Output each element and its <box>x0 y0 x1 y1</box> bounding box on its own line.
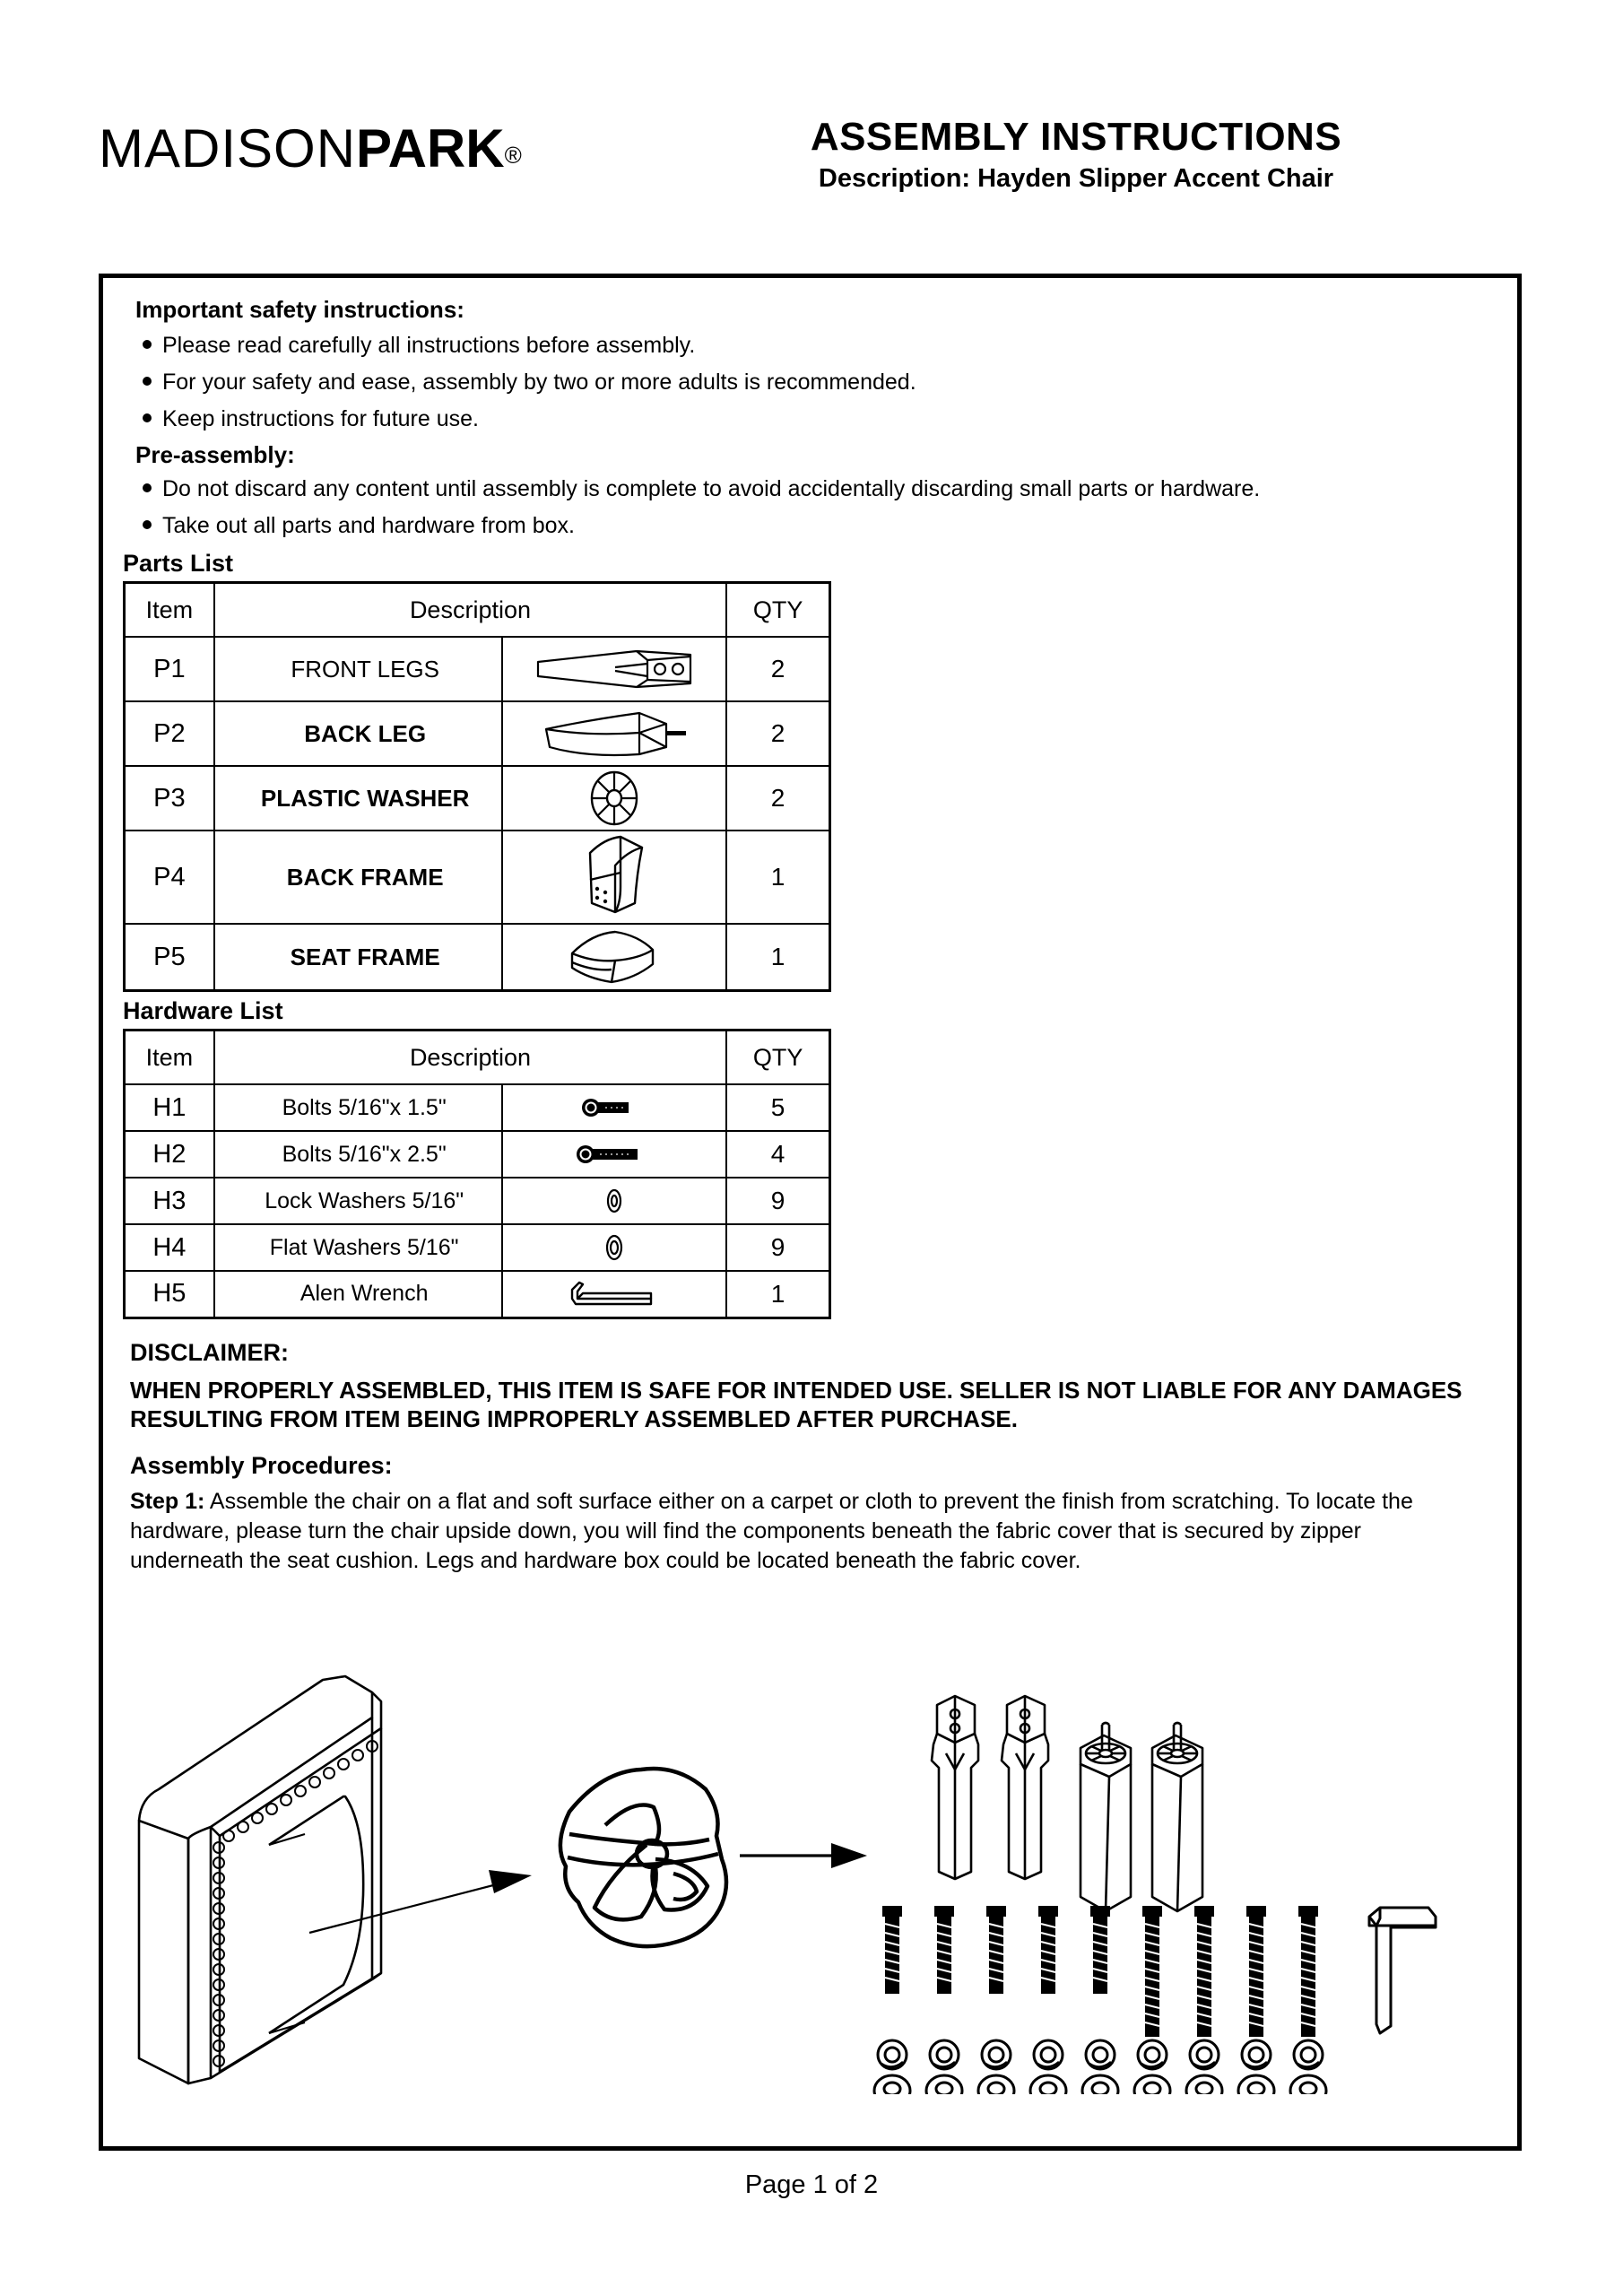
hardware-qty: 9 <box>726 1224 829 1271</box>
hardware-qty: 4 <box>726 1131 829 1178</box>
hardware-item-code: H5 <box>125 1271 214 1318</box>
title-block <box>681 115 1471 194</box>
leader-arrow-2 <box>740 1843 867 1868</box>
parts-col-qty: QTY <box>726 583 829 638</box>
back-frame-icon <box>502 831 727 924</box>
hardware-item-code: H1 <box>125 1084 214 1131</box>
disclaimer-body: WHEN PROPERLY ASSEMBLED, THIS ITEM IS SAFE FOR INTENDED USE. SELLER IS NOT LIABLE FOR ANY DAMAGES RESULTING FROM ITEM BEING IMPROPERLY ASSEMBLED AFTER PURCHASE. <box>130 1376 1462 1432</box>
short-bolt-diagram <box>882 1906 1110 1994</box>
hardware-description: Alen Wrench <box>214 1271 502 1318</box>
part-item-code: P1 <box>125 637 214 701</box>
flat-washer-icon <box>502 1224 727 1271</box>
bolts-group-diagram <box>882 1906 1318 2037</box>
part-item-code: P4 <box>125 831 214 924</box>
page-title: ASSEMBLY INSTRUCTIONS <box>810 115 1342 159</box>
hardware-col-description: Description <box>214 1031 726 1085</box>
long-bolt-diagram <box>1142 1906 1318 2037</box>
part-item-code: P3 <box>125 766 214 831</box>
safety-heading: Important safety instructions: <box>135 296 464 323</box>
step-1-illustration <box>103 1664 1517 2094</box>
table-header-row <box>125 583 830 638</box>
lock-washer-row <box>878 2040 1323 2069</box>
part-qty: 2 <box>726 637 829 701</box>
hardware-qty: 9 <box>726 1178 829 1224</box>
step-1-body: Assemble the chair on a flat and soft surface either on a carpet or cloth to prevent the finish from scratching. To locate the hardware, please turn the chair upside down, you will find the components beneath the fabric cover that is secured by zipper underneath the seat cushion. Legs and hardware box could be located beneath the fabric cover. <box>130 1488 1413 1573</box>
part-qty: 1 <box>726 831 829 924</box>
part-qty: 2 <box>726 701 829 766</box>
hardware-item-code: H3 <box>125 1178 214 1224</box>
front-leg-diagram <box>1002 1696 1048 1879</box>
hardware-item-code: H4 <box>125 1224 214 1271</box>
parts-col-description: Description <box>214 583 726 638</box>
leader-arrow-1 <box>309 1870 532 1933</box>
table-row <box>125 1224 830 1271</box>
allen-wrench-icon <box>502 1271 727 1318</box>
preassembly-heading: Pre-assembly: <box>135 441 295 468</box>
hardware-qty: 5 <box>726 1084 829 1131</box>
content-frame <box>99 274 1522 2151</box>
flat-washer-row <box>874 2075 1326 2094</box>
front-leg-icon <box>502 637 727 701</box>
hardware-description: Bolts 5/16"x 1.5" <box>214 1084 502 1131</box>
part-description: PLASTIC WASHER <box>214 766 502 831</box>
part-description: BACK LEG <box>214 701 502 766</box>
back-leg-diagram <box>1152 1723 1202 1911</box>
lock-washer-icon <box>502 1178 727 1224</box>
table-row <box>125 637 830 701</box>
front-leg-diagram <box>932 1696 978 1879</box>
logo-park: PARK <box>356 118 505 178</box>
table-row <box>125 1131 830 1178</box>
table-row <box>125 1178 830 1224</box>
short-bolt-icon <box>502 1084 727 1131</box>
step-1-text <box>130 1487 1430 1576</box>
hardware-col-qty: QTY <box>726 1031 829 1085</box>
hardware-description: Bolts 5/16"x 2.5" <box>214 1131 502 1178</box>
page-number: Page 1 of 2 <box>744 2170 879 2199</box>
long-bolt-icon <box>502 1131 727 1178</box>
hardware-description: Lock Washers 5/16" <box>214 1178 502 1224</box>
allen-wrench-diagram <box>1369 1908 1436 2033</box>
table-row <box>125 1084 830 1131</box>
list-item: Keep instructions for future use. <box>123 401 1497 438</box>
plastic-washer-icon <box>502 766 727 831</box>
table-header-row <box>125 1031 830 1085</box>
hardware-qty: 1 <box>726 1271 829 1318</box>
parts-list-title: Parts List <box>123 550 234 577</box>
part-description: BACK FRAME <box>214 831 502 924</box>
step-1-label: Step 1: <box>130 1488 205 1514</box>
legs-group-diagram <box>932 1696 1202 1911</box>
list-item: For your safety and ease, assembly by two or more adults is recommended. <box>123 364 1497 401</box>
table-row <box>125 766 830 831</box>
table-row <box>125 701 830 766</box>
page-footer <box>0 2170 1623 2200</box>
brand-logo <box>99 118 523 178</box>
list-item: Do not discard any content until assembly is complete to avoid accidentally discarding small parts or hardware. <box>123 471 1497 508</box>
part-description: SEAT FRAME <box>214 924 502 991</box>
part-qty: 2 <box>726 766 829 831</box>
part-item-code: P2 <box>125 701 214 766</box>
preassembly-list <box>123 471 1497 544</box>
part-description: FRONT LEGS <box>214 637 502 701</box>
washers-group-diagram <box>874 2040 1326 2094</box>
page-header <box>0 115 1623 213</box>
hardware-item-code: H2 <box>125 1131 214 1178</box>
hardware-list-title: Hardware List <box>123 997 283 1024</box>
table-row <box>125 924 830 991</box>
table-row <box>125 1271 830 1318</box>
chair-upside-down-diagram <box>139 1676 381 2083</box>
hardware-col-item: Item <box>125 1031 214 1085</box>
parts-col-item: Item <box>125 583 214 638</box>
list-item: Please read carefully all instructions before assembly. <box>123 327 1497 364</box>
hardware-table <box>123 1029 831 1319</box>
part-item-code: P5 <box>125 924 214 991</box>
safety-list <box>123 327 1497 438</box>
back-leg-icon <box>502 701 727 766</box>
seat-frame-icon <box>502 924 727 991</box>
part-qty: 1 <box>726 924 829 991</box>
zipper-teeth-icon <box>213 1741 378 2066</box>
table-row <box>125 831 830 924</box>
procedures-heading: Assembly Procedures: <box>130 1451 393 1479</box>
fabric-bundle-diagram <box>560 1769 726 1946</box>
logo-madison: MADISON <box>99 118 357 178</box>
back-leg-diagram <box>1081 1723 1131 1911</box>
hardware-description: Flat Washers 5/16" <box>214 1224 502 1271</box>
registered-trademark-icon: ® <box>504 142 523 169</box>
list-item: Take out all parts and hardware from box. <box>123 508 1497 544</box>
product-description: Description: Hayden Slipper Accent Chair <box>818 164 1334 194</box>
parts-table <box>123 581 831 992</box>
disclaimer-heading: DISCLAIMER: <box>130 1338 289 1366</box>
